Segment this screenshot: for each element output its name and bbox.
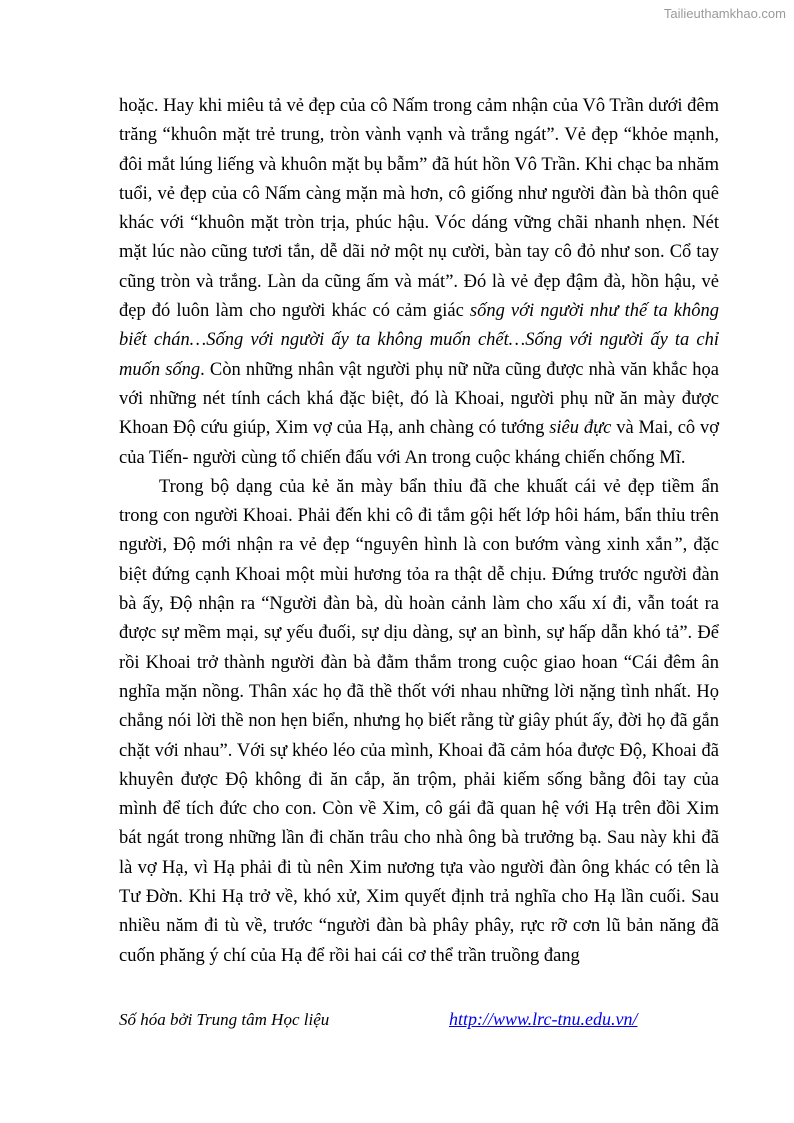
footer-link[interactable]: http://www.lrc-tnu.edu.vn/ bbox=[449, 1009, 638, 1029]
page-footer bbox=[119, 1010, 719, 1038]
paragraph-2-text-a: Trong bộ dạng của kẻ ăn mày bẩn thỉu đã che khuất cái vẻ đẹp tiềm ẩn trong con người Khoai. Phải đến khi cô đi tắm gội hết lớp hôi hám, bẩn thỉu trên người, Độ mới nhận ra vẻ đẹp “nguyên hình là con bướm vàng xinh xắn bbox=[119, 476, 719, 556]
footer-credit: Số hóa bởi Trung tâm Học liệu bbox=[119, 1010, 330, 1029]
paragraph-1-italic-b: siêu đực bbox=[549, 418, 612, 439]
paragraph-2 bbox=[119, 473, 719, 971]
paragraph-2-text-b: , đặc biệt đứng cạnh Khoai một mùi hương tỏa ra thật dễ chịu. Đứng trước người đàn bà ấy, Độ nhận ra “Người đàn bà, dù hoàn cảnh làm cho xấu xí đi, vẫn toát ra được sự mềm mại, sự yếu đuối, sự dịu dàng, sự an bình, sự hấp dẫn khó tả”. Để rồi Khoai trở thành người đàn bà đằm thắm trong cuộc giao hoan “Cái đêm ân nghĩa mặn nồng. Thân xác họ đã thề thốt với nhau những lời nặng tình nhất. Họ chẳng nói lời thề non hẹn biển, nhưng họ biết rằng từ giây phút ấy, đời họ đã gắn chặt với nhau”. Với sự khéo léo của mình, Khoai đã cảm hóa được Độ, Khoai đã khuyên được Độ không đi ăn cắp, ăn trộm, phải kiếm sống bằng đôi tay của mình để tích đức cho con. Còn về Xim, cô gái đã quan hệ với Hạ trên đồi Xim bát ngát trong những lần đi chăn trâu cho nhà ông bà trưởng bạ. Sau này khi đã là vợ Hạ, vì Hạ phải đi tù nên Xim nương tựa vào người đàn ông khác có tên là Tư Đờn. Khi Hạ trở về, khó xử, Xim quyết định trả nghĩa cho Hạ lần cuối. Sau nhiều năm đi tù về, trước “người đàn bà phây phây, rực rỡ cơn lũ bản năng đã cuốn phăng ý chí của Hạ để rồi hai cái cơ thể trần truồng đang bbox=[119, 535, 719, 966]
paragraph-2-italic-a: ” bbox=[672, 535, 683, 556]
paragraph-1-text-a: hoặc. Hay khi miêu tả vẻ đẹp của cô Nấm trong cảm nhận của Vô Trần dưới đêm trăng “khuôn mặt trẻ trung, tròn vành vạnh và trắng ngát”. Vẻ đẹp “khỏe mạnh, đôi mắt lúng liếng và khuôn mặt bụ bẫm” đã hút hồn Vô Trần. Khi chạc ba nhăm tuổi, vẻ đẹp của cô Nấm càng mặn mà hơn, cô giống như người đàn bà thôn quê khác với “khuôn mặt tròn trịa, phúc hậu. Vóc dáng vững chãi nhanh nhẹn. Nét mặt lúc nào cũng tươi tắn, dễ dãi nở một nụ cười, bàn tay cô đỏ như son. Cổ tay cũng tròn và trắng. Làn da cũng ấm và mát”. Đó là vẻ đẹp đậm đà, hồn hậu, vẻ đẹp đó luôn làm cho người khác có cảm giác bbox=[119, 96, 720, 322]
paragraph-1 bbox=[119, 92, 719, 473]
paragraph-1-text-b: . Còn những nhân vật người phụ nữ nữa cũng được nhà văn khắc họa với những nét tính cách khá đặc biệt, đó là Khoai, người phụ nữ ăn mày được Khoan Độ cứu giúp, Xim vợ của Hạ, anh chàng có tướng bbox=[119, 359, 719, 439]
watermark: Tailieuthamkhao.com bbox=[663, 6, 786, 21]
paragraph-1-italic-a: sống với người như thế ta không biết chán…Sống với người ấy ta không muốn chết…Sống với người ấy ta chỉ muốn sống bbox=[119, 301, 719, 380]
paragraph-1-text-c: và Mai, cô vợ của Tiến- người cùng tổ chiến đấu với An trong cuộc kháng chiến chống Mĩ. bbox=[119, 418, 719, 468]
document-body bbox=[119, 92, 719, 971]
